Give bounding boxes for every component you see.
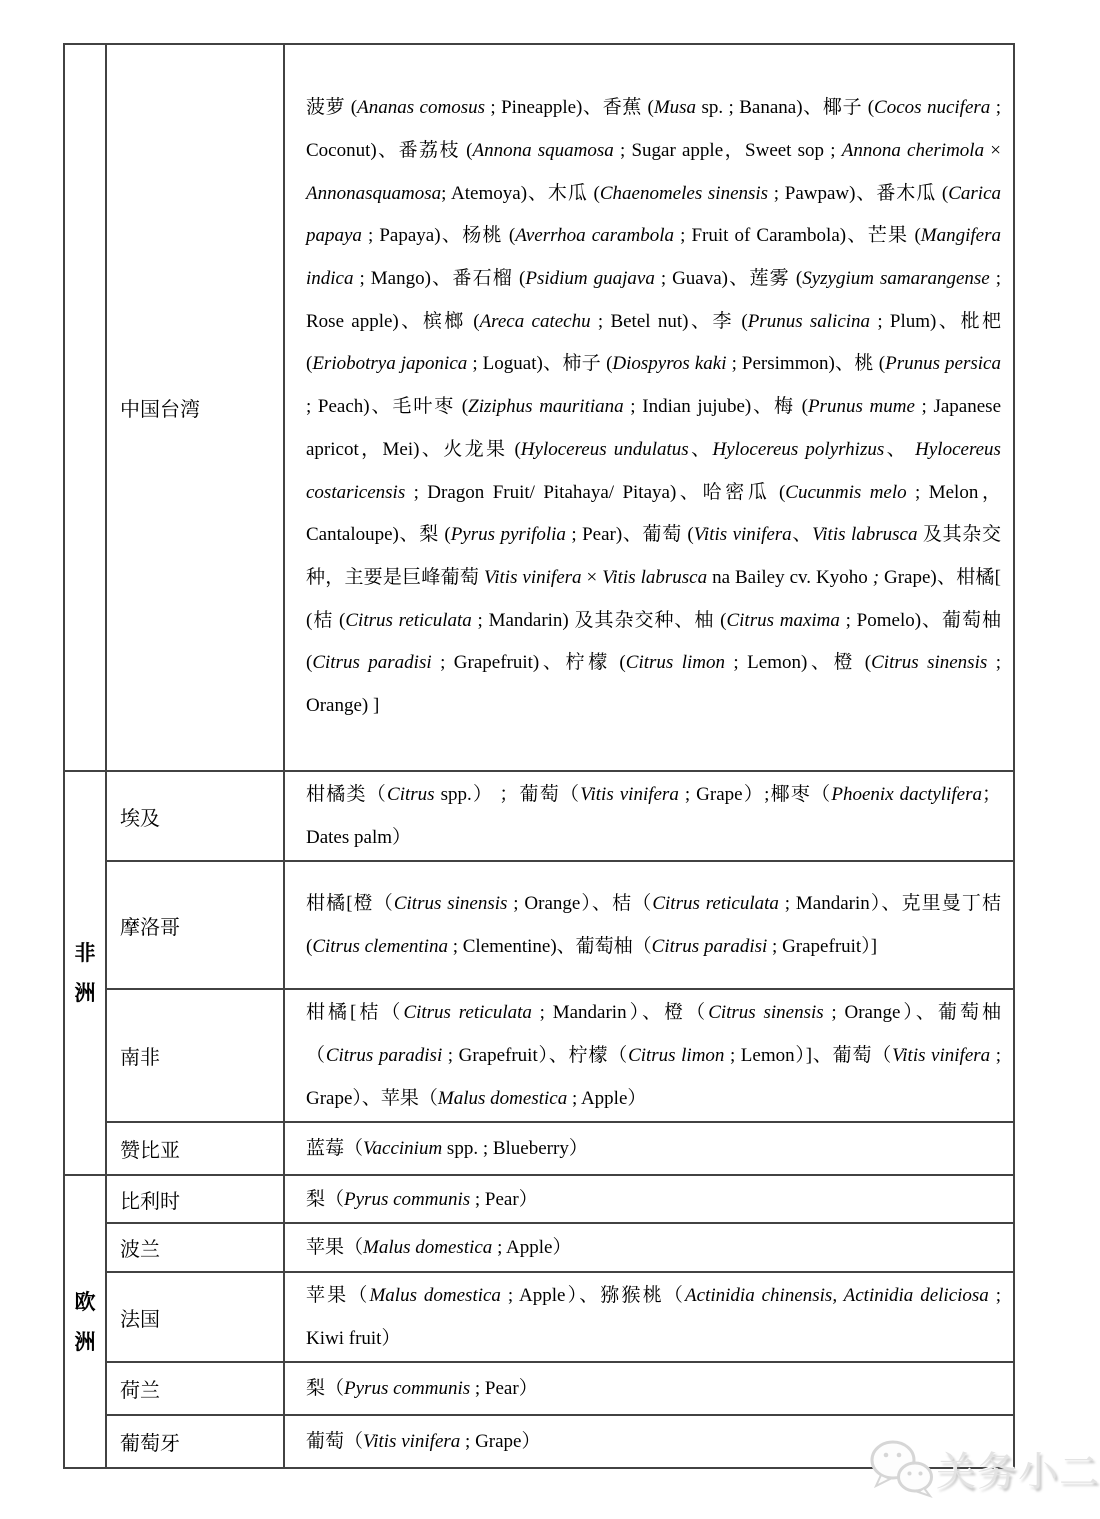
- fruits-cell-morocco: 柑橘[橙（Citrus sinensis ; Orange）、桔（Citrus reticulata ; Mandarin）、克里曼丁桔(Citrus clementina ; Clementine)、葡萄柚（Citrus paradisi ; Grapefruit）]: [284, 861, 1014, 989]
- fruits-cell-poland: 苹果（Malus domestica ; Apple）: [284, 1223, 1014, 1272]
- fruits-cell-taiwan: 菠萝 (Ananas comosus ; Pineapple)、香蕉 (Musa sp. ; Banana)、椰子 (Cocos nucifera ; Coconut)、番荔枝 (Annona squamosa ; Sugar apple，Sweet sop ; Annona cherimola × Annonasquamosa; Atemoya)、木瓜 (Chaenomeles sinensis ; Pawpaw)、番木瓜 (Carica papaya ; Papaya)、杨桃 (Averrhoa carambola ; Fruit of Carambola)、芒果 (Mangifera indica ; Mango)、番石榴 (Psidium guajava ; Guava)、莲雾 (Syzygium samarangense ; Rose apple)、槟榔 (Areca catechu ; Betel nut)、李 (Prunus salicina ; Plum)、枇杷 (Eriobotrya japonica ; Loguat)、柿子 (Diospyros kaki ; Persimmon)、桃 (Prunus persica ; Peach)、毛叶枣 (Ziziphus mauritiana ; Indian jujube)、梅 (Prunus mume ; Japanese apricot，Mei)、火龙果 (Hylocereus undulatus、Hylocereus polyrhizus、 Hylocereus costaricensis ; Dragon Fruit/ Pitahaya/ Pitaya)、哈密瓜 (Cucunmis melo ; Melon，Cantaloupe)、梨 (Pyrus pyrifolia ; Pear)、葡萄 (Vitis vinifera、Vitis labrusca 及其杂交种，主要是巨峰葡萄 Vitis vinifera × Vitis labrusca na Bailey cv. Kyoho ; Grape)、柑橘[ (桔 (Citrus reticulata ; Mandarin) 及其杂交种、柚 (Citrus maxima ; Pomelo)、葡萄柚 (Citrus paradisi ; Grapefruit)、柠檬 (Citrus limon ; Lemon)、橙 (Citrus sinensis ; Orange) ]: [284, 44, 1014, 771]
- country-cell-south-africa: [106, 989, 284, 1122]
- table-row: [64, 1272, 1014, 1362]
- table-row: [64, 44, 1014, 771]
- table-row: [64, 1122, 1014, 1175]
- fruits-cell-portugal: 葡萄（Vitis vinifera ; Grape）: [284, 1415, 1014, 1468]
- fruit-export-table: [63, 43, 1015, 1469]
- country-label: 埃及: [120, 807, 160, 830]
- table-row: [64, 989, 1014, 1122]
- fruits-cell-france: 苹果（Malus domestica ; Apple）、猕猴桃（Actinidia chinensis, Actinidia deliciosa ; Kiwi fruit）: [284, 1272, 1014, 1362]
- continent-label-europe: 欧洲: [74, 1289, 96, 1354]
- country-label: 比利时: [120, 1190, 180, 1213]
- country-label: 摩洛哥: [120, 916, 180, 939]
- fruits-cell-netherlands: 梨（Pyrus communis ; Pear）: [284, 1362, 1014, 1415]
- country-label: 赞比亚: [120, 1140, 180, 1162]
- country-cell-taiwan: [106, 44, 284, 771]
- continent-cell-africa: [64, 771, 106, 1175]
- continent-cell-empty: [64, 44, 106, 771]
- country-cell-poland: [106, 1223, 284, 1272]
- table-row: [64, 861, 1014, 989]
- country-cell-zambia: [106, 1122, 284, 1175]
- continent-cell-europe: [64, 1175, 106, 1468]
- fruits-cell-egypt: 柑橘类（Citrus spp.） ；葡萄（Vitis vinifera ; Grape）;椰枣（Phoenix dactylifera； Dates palm）: [284, 771, 1014, 861]
- country-label: 南非: [120, 1047, 160, 1069]
- country-cell-france: [106, 1272, 284, 1362]
- country-cell-egypt: [106, 771, 284, 861]
- country-cell-portugal: [106, 1415, 284, 1468]
- fruits-cell-zambia: 蓝莓（Vaccinium spp. ; Blueberry）: [284, 1122, 1014, 1175]
- table-row: [64, 771, 1014, 861]
- table-row: [64, 1223, 1014, 1272]
- country-cell-belgium: [106, 1175, 284, 1223]
- fruits-cell-south-africa: 柑橘[桔（Citrus reticulata ; Mandarin）、橙（Citrus sinensis ; Orange）、葡萄柚（Citrus paradisi ; Grapefruit）、柠檬（Citrus limon ; Lemon）]、葡萄（Vitis vinifera ; Grape）、苹果（Malus domestica ; Apple）: [284, 989, 1014, 1122]
- table-row: [64, 1175, 1014, 1223]
- fruits-cell-belgium: 梨（Pyrus communis ; Pear）: [284, 1175, 1014, 1223]
- table-row: [64, 1362, 1014, 1415]
- table-row: [64, 1415, 1014, 1468]
- continent-label-africa: 非洲: [74, 941, 96, 1005]
- country-cell-morocco: [106, 861, 284, 989]
- country-label: 荷兰: [120, 1380, 160, 1402]
- watermark-text: 关务小二: [936, 1449, 1100, 1494]
- country-cell-netherlands: [106, 1362, 284, 1415]
- country-label: 中国台湾: [120, 399, 200, 421]
- country-label: 葡萄牙: [120, 1433, 180, 1455]
- country-label: 波兰: [120, 1239, 160, 1261]
- country-label: 法国: [120, 1308, 160, 1331]
